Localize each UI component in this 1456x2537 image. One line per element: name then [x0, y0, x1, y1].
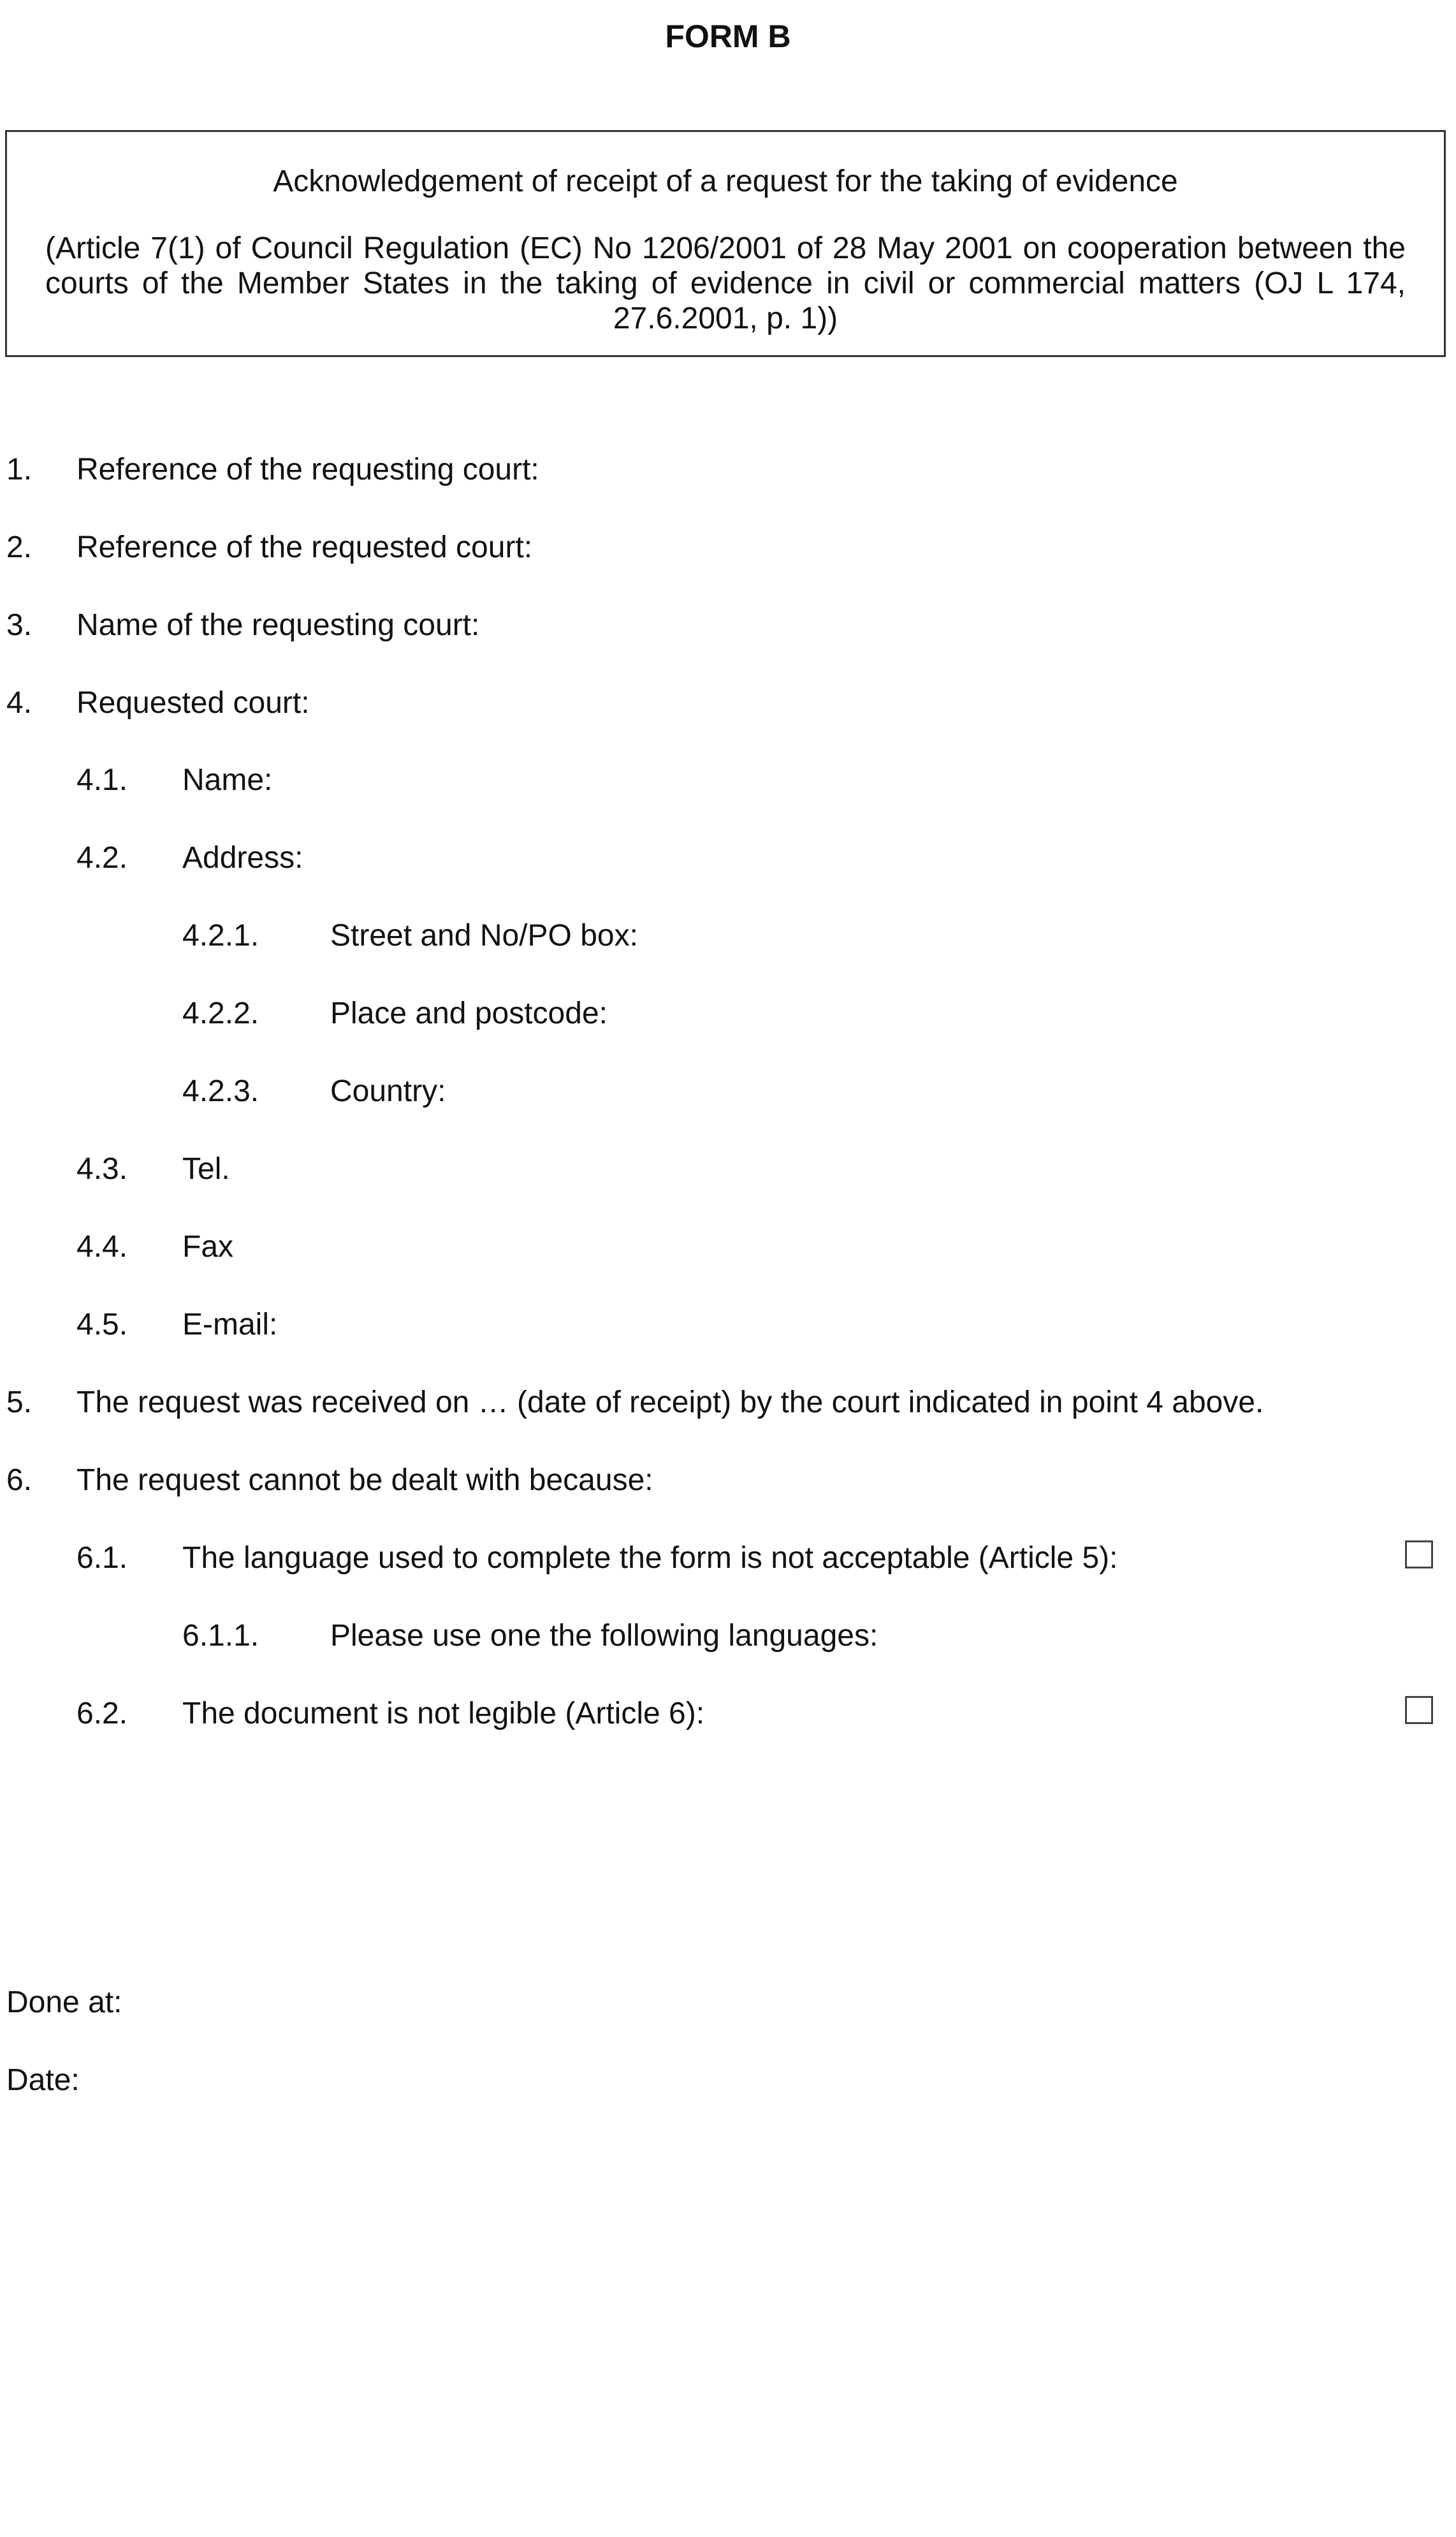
item-number: 2.	[6, 530, 33, 564]
item-label: Reference of the requested court:	[76, 530, 533, 564]
item-number: 5.	[6, 1385, 33, 1419]
item-label: Requested court:	[76, 686, 310, 720]
item-number: 1.	[6, 453, 33, 486]
item-number: 4.1.	[76, 763, 128, 797]
item-label: The language used to complete the form is not acceptable (Article 5):	[182, 1541, 1118, 1575]
item-label: Name of the requesting court:	[76, 608, 480, 642]
header-subtitle: (Article 7(1) of Council Regulation (EC) No 1206/2001 of 28 May 2001 on cooperation between the courts of the Member States in the taking of evidence in civil or commercial matters (OJ L 174, 27.6.2001, p. 1))	[45, 231, 1406, 335]
item-number: 4.4.	[76, 1230, 128, 1264]
date-label	[6, 2062, 80, 2099]
item-number: 6.1.	[76, 1541, 128, 1575]
item-label: The document is not legible (Article 6):	[182, 1697, 705, 1730]
header-title: Acknowledgement of receipt of a request for the taking of evidence	[273, 165, 1178, 198]
item-number: 4.3.	[76, 1152, 128, 1186]
language-not-acceptable-checkbox[interactable]	[1405, 1540, 1433, 1568]
item-label: Please use one the following languages:	[330, 1619, 878, 1653]
header-box	[5, 130, 1446, 357]
item-label: Street and No/PO box:	[330, 919, 638, 953]
item-label: Address:	[182, 841, 303, 875]
item-label: Name:	[182, 763, 273, 797]
item-number: 6.1.1.	[182, 1619, 259, 1653]
item-number: 4.2.3.	[182, 1074, 259, 1108]
item-label: Fax	[182, 1230, 234, 1264]
item-label: Tel.	[182, 1152, 230, 1186]
item-label: Country:	[330, 1074, 446, 1108]
item-number: 6.	[6, 1463, 33, 1497]
item-number: 4.	[6, 686, 33, 720]
item-number: 4.5.	[76, 1308, 128, 1342]
item-label: E-mail:	[182, 1308, 278, 1342]
item-number: 6.2.	[76, 1697, 128, 1730]
item-label: The request cannot be dealt with because:	[76, 1463, 653, 1497]
item-number: 4.2.2.	[182, 997, 259, 1030]
item-label: Reference of the requesting court:	[76, 453, 539, 486]
done-at-label	[6, 1984, 122, 2021]
form-title: FORM B	[665, 18, 791, 54]
item-number: 4.2.	[76, 841, 128, 875]
item-number: 4.2.1.	[182, 919, 259, 953]
item-label: The request was received on … (date of receipt) by the court indicated in point 4 above.	[76, 1385, 1264, 1419]
item-number: 3.	[6, 608, 33, 642]
item-label: Place and postcode:	[330, 997, 608, 1030]
date-text: Date:	[6, 2063, 80, 2097]
done-at-text: Done at:	[6, 1985, 122, 2019]
document-not-legible-checkbox[interactable]	[1405, 1696, 1433, 1724]
